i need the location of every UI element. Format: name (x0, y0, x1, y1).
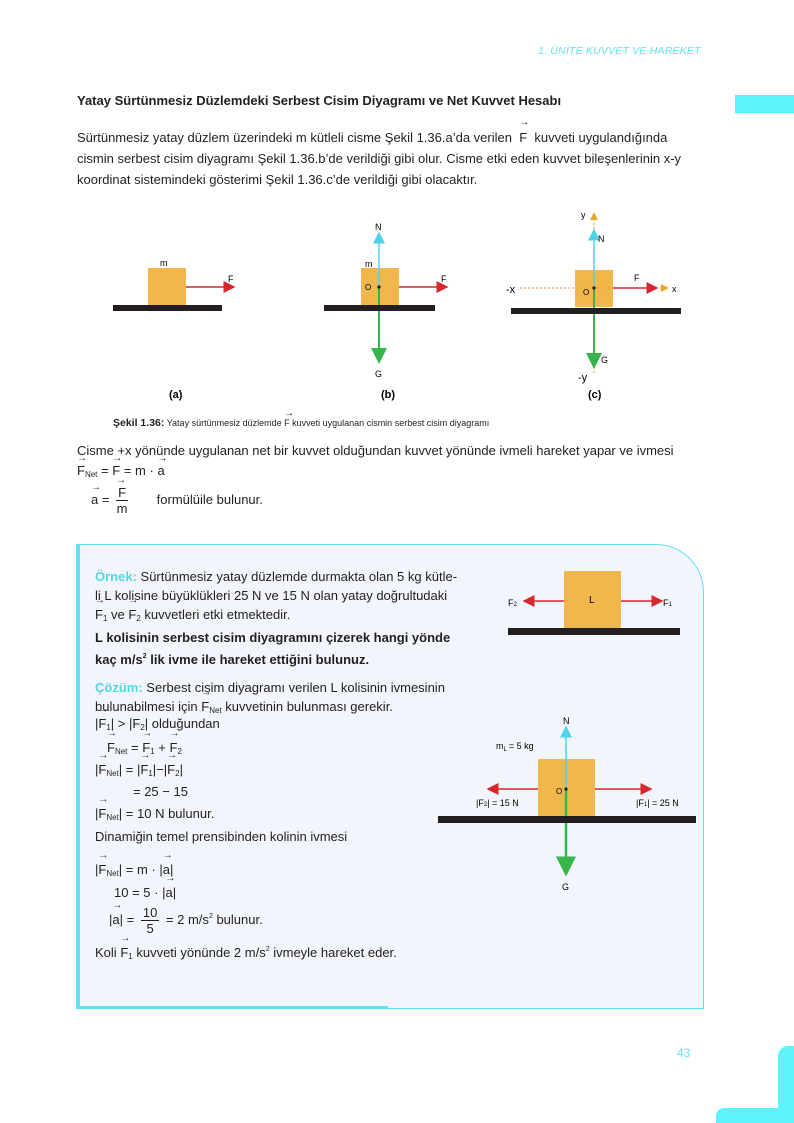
block-a (148, 268, 186, 305)
figure-c (506, 210, 681, 401)
unit-header: 1. ÜNİTE KUVVET VE HAREKET (538, 45, 701, 57)
dynamics-text: Dinamiğin temel prensibinden kolinin ivmesi (95, 829, 348, 844)
magnitude-difference-equation: |→ $F_{Net}|$ = |→ $F_1|-|\to F_2|$ (95, 760, 183, 783)
example-box-underline (76, 1006, 388, 1009)
example-diagram (500, 565, 690, 640)
section-title: Yatay Sürtünmesiz Düzlemdeki Serbest Cisim Diyagramı ve Net Kuvvet Hesabı (77, 93, 562, 108)
F-label-b: F (441, 274, 447, 284)
F-label-c: F (634, 273, 640, 283)
neg-x-label-c: -x (506, 284, 516, 296)
page-tab-decoration (735, 95, 794, 113)
G-label-c: G (601, 355, 609, 365)
conclusion-text: Koli → $F_1$ kuvveti yönünde 2 $m/s^2$ ivmeyle hareket eder. (95, 940, 397, 966)
mass-label-a: m (160, 258, 168, 268)
box-L-label: L (589, 595, 595, 606)
F2-value-label: |F2| = 15 N (476, 798, 519, 808)
N-label-c: N (598, 234, 605, 244)
y-label-c: y (581, 210, 586, 220)
numeric-newton: 10 = 5 · |→ a| (114, 883, 176, 902)
ground-solution (438, 816, 696, 823)
example-ground (508, 628, 680, 635)
x-label-c: x (672, 284, 677, 294)
magnitude-comparison: |→ $F_1|$ > |→ $F_2|$ olduğundan (95, 714, 220, 737)
label-c: (c) (588, 389, 602, 401)
origin-label-b: O (365, 283, 372, 292)
mass-label-b: m (365, 259, 373, 269)
example-label: Örnek: (95, 569, 137, 584)
origin-label-solution: O (556, 787, 563, 796)
neg-y-label-c: -y (578, 372, 588, 384)
corner-decoration-bottom (716, 1108, 794, 1123)
numeric-calc: = 25 − 15 (133, 784, 188, 799)
result-text: Cisme +x yönünde uygulanan net bir kuvvet olduğundan kuvvet yönünde ivmeli hareket yapar ve ivmesi (77, 443, 674, 458)
F1-value-label: |F1| = 25 N (636, 798, 679, 808)
G-label-solution: G (562, 882, 570, 892)
figure-a (113, 258, 234, 401)
N-label-solution: N (563, 716, 570, 726)
newton-second-law: |→ $F_{Net}| = m$ · |→ a| (95, 860, 173, 883)
ground-b (324, 305, 435, 311)
figure-caption: Şekil 1.36: Yatay sürtünmesiz düzlemde → F kuvveti uygulanan cismin serbest cisim diyagramı (113, 417, 489, 429)
label-b: (b) (381, 389, 396, 401)
force-vector-F: → F (519, 127, 527, 148)
net-force-result: |→ $F_{Net}| = 10$ N bulunur. (95, 804, 214, 827)
N-label-b: N (375, 222, 382, 232)
figure-b (324, 222, 447, 401)
F2-label: F2 (508, 598, 517, 608)
mass-label-solution: $m_L = 5$ kg (496, 741, 534, 753)
solution-label: Çözüm: (95, 680, 143, 695)
figure-1-36 (100, 205, 700, 410)
solution-diagram (436, 712, 698, 894)
example-text: Örnek: Sürtünmesiz yatay düzlemde durmakta olan 5 kg kütle- li L kolisine büyüklükleri 25 N ve 15 N olan yatay doğrultudaki → $F_1$ ve → $F_2$ kuvvetleri etki etmektedir. L kolisinin serbest cisim diyagramını çizerek hangi yönde kaç $m/s^2$ lik ivme ile hareket ettiğini bulunuz. (95, 567, 475, 669)
net-force-equation: → $F_{Net}$ = → F = m · → a (77, 463, 165, 479)
solution-text: Çözüm: Serbest cisim diyagramı verilen L kolisinin ivmesinin bulunabilmesi için → $F_{Net}$ kuvvetinin bulunması gerekir. (95, 678, 475, 720)
F1-label: F1 (663, 598, 672, 608)
page-number: 43 (677, 1046, 691, 1060)
label-a: (a) (169, 389, 183, 401)
origin-label-c: O (583, 288, 590, 297)
ground-a (113, 305, 222, 311)
acceleration-result: |→ a| = $\frac{10}{5}$ = 2 $m/s^2$ bulunur. (109, 905, 263, 936)
intro-paragraph: Sürtünmesiz yatay düzlem üzerindeki m kütleli cisme Şekil 1.36.a’da verilen → F kuvveti uygulandığında cismin serbest cisim diyagramı Şekil 1.36.b’de verildiği gibi olur. Cisme etki eden kuvvet bileşenlerinin x-y koordinat sistemindeki gösterimi Şekil 1.36.c’de verildiği gibi olacaktır. (77, 127, 717, 190)
G-label-b: G (375, 369, 383, 379)
acceleration-formula: → a = → $\frac{F}{m}$ formülüile bulunur. (91, 485, 263, 516)
vector-sum-equation: → $F_{Net}$ = → $F_1$ + → $F_2$ (107, 738, 182, 761)
ground-c (511, 308, 681, 314)
F-label-a: F (228, 274, 234, 284)
